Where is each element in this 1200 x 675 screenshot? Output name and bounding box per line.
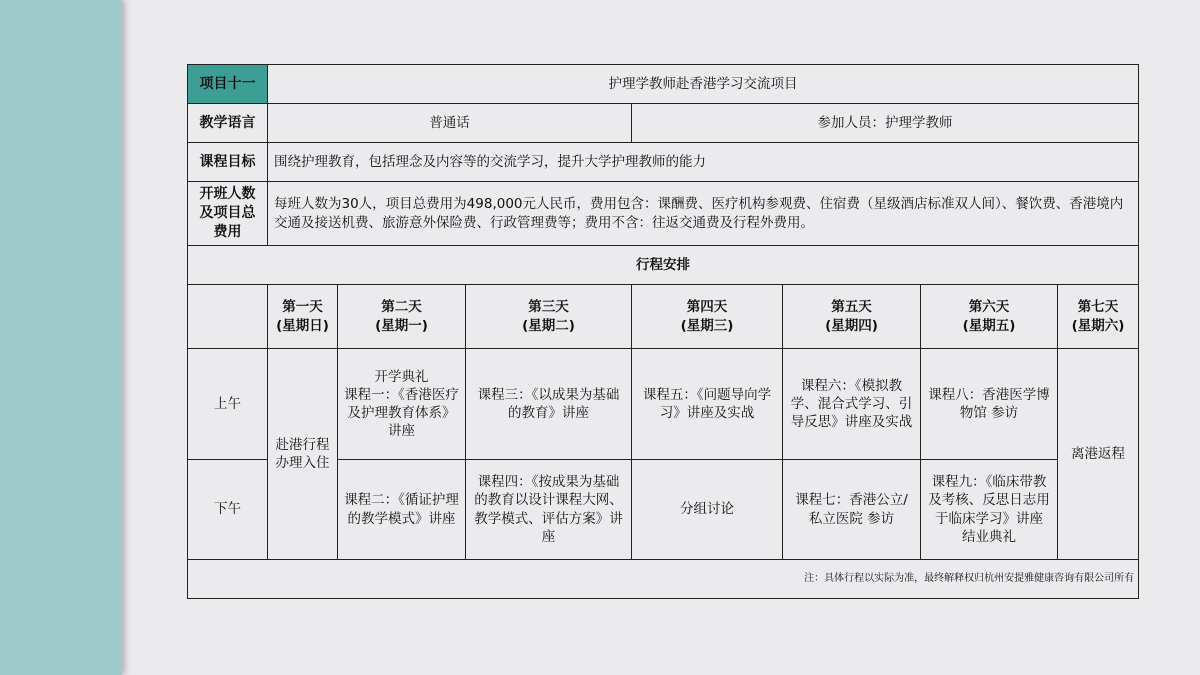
- goal-value: 围绕护理教育，包括理念及内容等的交流学习，提升大学护理教师的能力: [268, 143, 1139, 182]
- day-header-6: 第六天 (星期五): [921, 285, 1058, 349]
- schedule-title: 行程安排: [188, 246, 1139, 285]
- left-decor-panel: [0, 0, 122, 675]
- cost-value: 每班人数为30人，项目总费用为498,000元人民币，费用包含：课酬费、医疗机构参观费、住宿费（星级酒店标准双人间）、餐饮费、香港境内交通及接送机费、旅游意外保险费、行政管理费等；费用不含：往返交通费及行程外费用。: [268, 182, 1139, 246]
- day1-cell: 赴港行程办理入住: [268, 349, 338, 560]
- day2-am-cell: 开学典礼 课程一：《香港医疗及护理教育体系》讲座: [338, 349, 466, 460]
- project-label: 项目十一: [188, 65, 268, 104]
- corner-cell: [188, 285, 268, 349]
- day6-pm-cell: 课程九：《临床带教及考核、反思日志用于临床学习》讲座 结业典礼: [921, 460, 1058, 560]
- day5-pm-cell: 课程七：香港公立/私立医院 参访: [783, 460, 921, 560]
- morning-label: 上午: [188, 349, 268, 460]
- day7-cell: 离港返程: [1058, 349, 1139, 560]
- day3-am-cell: 课程三：《以成果为基础的教育》讲座: [466, 349, 632, 460]
- row-schedule-title: [188, 246, 1139, 285]
- day3-pm-cell: 课程四：《按成果为基础的教育以设计课程大网、教学模式、评估方案》讲座: [466, 460, 632, 560]
- row-days: [188, 285, 1139, 349]
- row-language: [188, 104, 1139, 143]
- project-title: 护理学教师赴香港学习交流项目: [268, 65, 1139, 104]
- day-header-2: 第二天 (星期一): [338, 285, 466, 349]
- footnote: 注：具体行程以实际为准，最终解释权归杭州安提雅健康咨询有限公司所有: [188, 560, 1139, 599]
- day4-am-cell: 课程五：《问题导向学习》讲座及实战: [632, 349, 783, 460]
- day-header-3: 第三天 (星期二): [466, 285, 632, 349]
- day4-pm-cell: 分组讨论: [632, 460, 783, 560]
- day2-pm-cell: 课程二：《循证护理的教学模式》讲座: [338, 460, 466, 560]
- afternoon-label: 下午: [188, 460, 268, 560]
- language-value: 普通话: [268, 104, 632, 143]
- program-table: [187, 64, 1139, 599]
- day-header-5: 第五天 (星期四): [783, 285, 921, 349]
- day-header-1: 第一天 (星期日): [268, 285, 338, 349]
- day-header-4: 第四天 (星期三): [632, 285, 783, 349]
- language-label: 教学语言: [188, 104, 268, 143]
- cost-label: 开班人数 及项目总 费用: [188, 182, 268, 246]
- goal-label: 课程目标: [188, 143, 268, 182]
- row-project: [188, 65, 1139, 104]
- row-cost: [188, 182, 1139, 246]
- day-header-7: 第七天 (星期六): [1058, 285, 1139, 349]
- day6-am-cell: 课程八：香港医学博物馆 参访: [921, 349, 1058, 460]
- row-morning: [188, 349, 1139, 460]
- row-note: [188, 560, 1139, 599]
- participants-value: 参加人员：护理学教师: [632, 104, 1139, 143]
- day5-am-cell: 课程六：《模拟教学、混合式学习、引导反思》讲座及实战: [783, 349, 921, 460]
- row-goal: [188, 143, 1139, 182]
